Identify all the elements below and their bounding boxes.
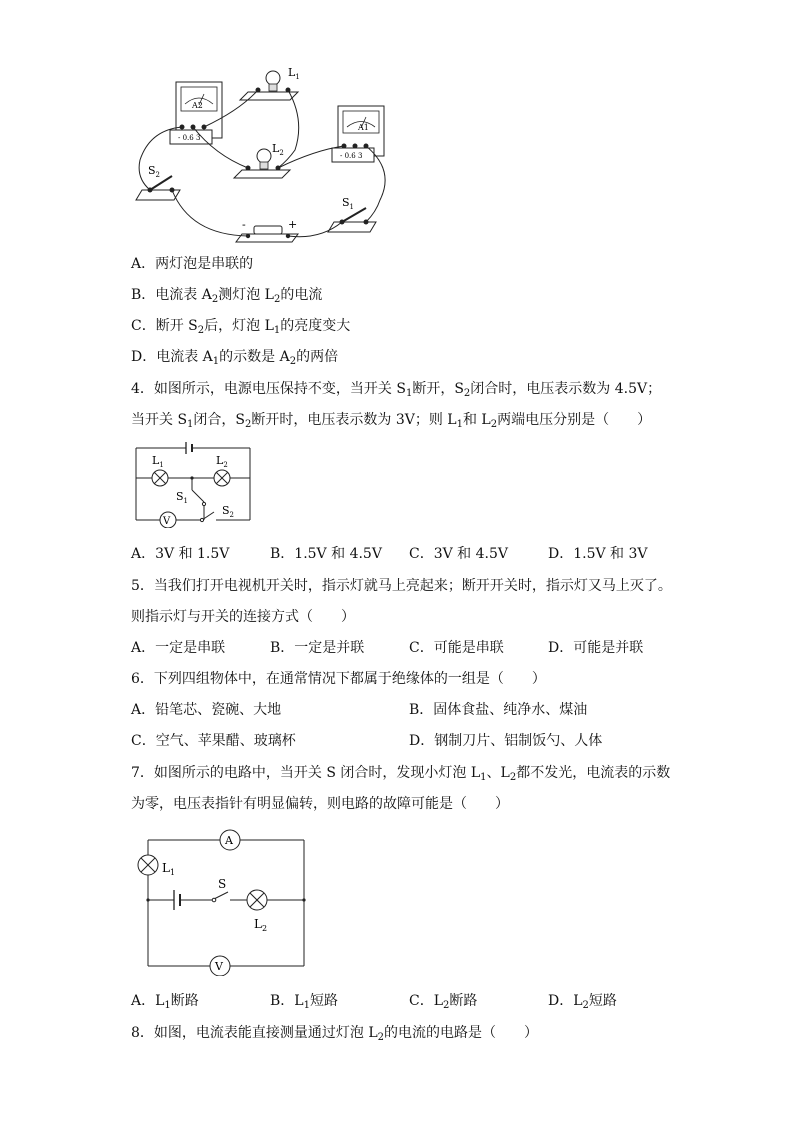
q5-option-c: C．可能是串联	[409, 640, 504, 656]
q5-option-d: D．可能是并联	[548, 640, 644, 656]
q6-option-d: D．钢制刀片、铝制饭勺、人体	[409, 733, 603, 749]
svg-text:A: A	[225, 834, 233, 847]
s-label: S	[218, 877, 227, 891]
q4-option-c: C．3V 和 4.5V	[409, 546, 509, 562]
q4-stem-line2: 当开关 $S_1$闭合，$S_2$断开时，电压表示数为 3V；则 $L_1$和 $L_2$两端电压分别是（ ）	[131, 412, 652, 430]
ammeter-a	[220, 830, 240, 850]
s2-label: $S_2$	[222, 504, 235, 519]
l2-label: $L_2$	[254, 917, 268, 933]
q4-option-a: A．3V 和 1.5V	[131, 546, 230, 562]
lamp-l2	[214, 470, 230, 486]
svg-text:V: V	[163, 516, 171, 527]
q4-option-d: D．1.5V 和 3V	[548, 546, 648, 562]
voltmeter-v	[210, 956, 230, 976]
lamp-l1	[138, 855, 158, 875]
q4-stem-line1: 4．如图所示，电源电压保持不变，当开关 $S_1$断开，$S_2$闭合时，电压表示数为 4.5V；	[131, 381, 662, 399]
battery-plus: +	[288, 218, 298, 231]
q7-stem-line1: 7．如图所示的电路中，当开关 S 闭合时，发现小灯泡 $L_1$、$L_2$都不发光，电流表的示数	[131, 765, 671, 783]
a1-range: - 0.6 3	[340, 152, 363, 160]
l1-label: $L_1$	[288, 66, 300, 81]
ammeter-a2	[170, 82, 222, 144]
a1-label: A1	[358, 123, 369, 132]
q5-option-a: A．一定是串联	[131, 640, 226, 656]
a2-range: - 0.6 3	[178, 134, 201, 142]
voltmeter-v	[160, 512, 176, 528]
q4-option-b: B．1.5V 和 4.5V	[270, 546, 382, 562]
q6-option-a: A．铅笔芯、瓷碗、大地	[131, 702, 282, 718]
q6-stem: 6．下列四组物体中，在通常情况下都属于绝缘体的一组是（ ）	[131, 671, 546, 687]
q7-circuit-figure	[132, 826, 312, 976]
q7-option-c: C．$L_2$断路	[409, 993, 478, 1011]
q3-option-d: D．电流表 $A_1$的示数是 $A_2$的两倍	[131, 349, 339, 367]
q7-option-d: D．$L_2$短路	[548, 993, 617, 1011]
q5-stem-line2: 则指示灯与开关的连接方式（ ）	[131, 609, 355, 625]
q3-option-b: B．电流表 $A_2$测灯泡 $L_2$的电流	[131, 287, 323, 305]
q7-stem-line2: 为零，电压表指针有明显偏转，则电路的故障可能是（ ）	[131, 796, 509, 812]
lamp-l1	[152, 470, 168, 486]
q6-option-c: C．空气、苹果醋、玻璃杯	[131, 733, 296, 749]
lamp-l2	[247, 890, 267, 910]
s1-label: $S_1$	[342, 196, 355, 211]
battery	[236, 218, 298, 242]
q3-option-c: C．断开 $S_2$后，灯泡 $L_1$的亮度变大	[131, 318, 351, 336]
l1-label: $L_1$	[162, 861, 176, 877]
l2-label: $L_2$	[216, 454, 228, 469]
q7-option-a: A．$L_1$断路	[131, 993, 199, 1011]
l2-label: $L_2$	[272, 142, 284, 157]
q7-option-b: B．$L_1$短路	[270, 993, 338, 1011]
q3-circuit-figure	[130, 60, 390, 250]
l1-label: $L_1$	[152, 454, 164, 469]
s1-label: $S_1$	[176, 490, 189, 505]
battery-minus: -	[242, 218, 246, 231]
q5-option-b: B．一定是并联	[270, 640, 365, 656]
q8-stem: 8．如图，电流表能直接测量通过灯泡 $L_2$的电流的电路是（ ）	[131, 1025, 539, 1043]
q5-stem-line1: 5．当我们打开电视机开关时，指示灯就马上亮起来；断开开关时，指示灯又马上灭了。	[131, 578, 672, 594]
a2-label: A2	[192, 101, 203, 110]
lamp-l2	[234, 142, 290, 178]
q6-option-b: B．固体食盐、纯净水、煤油	[409, 702, 588, 718]
ammeter-a1	[332, 106, 384, 162]
svg-text:V: V	[215, 960, 223, 973]
s2-label: $S_2$	[148, 164, 161, 179]
q3-option-a: A．两灯泡是串联的	[131, 256, 254, 272]
q4-circuit-figure	[132, 440, 256, 528]
